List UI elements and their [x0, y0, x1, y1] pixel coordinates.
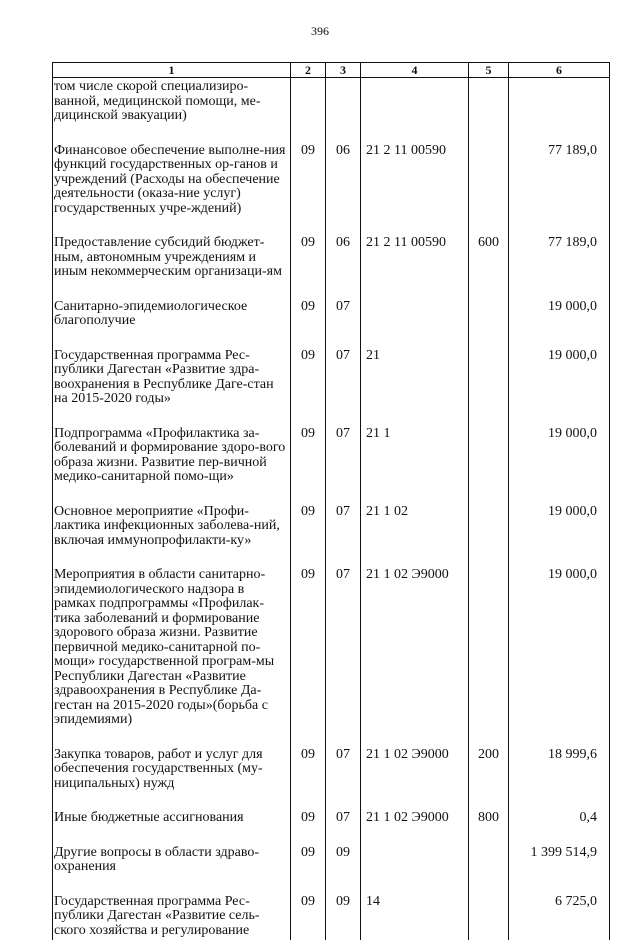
row-name: Предоставление субсидий бюджет-ным, автономным учреждениям и иным некоммерческим организаци-ям	[53, 236, 291, 300]
row-amount: 77 189,0	[509, 236, 610, 300]
row-name: Финансовое обеспечение выполне-ния функций государственных ор-ганов и учреждений (Расходы на обеспечение деятельности (оказа-ние услуг) государственных учре-ждений)	[53, 144, 291, 237]
row-name: Государственная программа Рес-публики Дагестан «Развитие здра-воохранения в Республике Даге-стан на 2015-2020 годы»	[53, 349, 291, 427]
row-expense-type	[469, 505, 509, 569]
row-name: Государственная программа Рес-публики Дагестан «Развитие сель-ского хозяйства и регулирование	[53, 895, 291, 940]
row-subsection: 07	[326, 811, 361, 846]
row-section: 09	[291, 144, 326, 237]
row-amount: 19 000,0	[509, 505, 610, 569]
row-target-article	[361, 300, 469, 349]
row-subsection: 09	[326, 895, 361, 940]
row-amount: 77 189,0	[509, 144, 610, 237]
row-amount: 19 000,0	[509, 349, 610, 427]
row-section: 09	[291, 895, 326, 940]
row-section: 09	[291, 568, 326, 748]
row-section: 09	[291, 349, 326, 427]
row-target-article: 21 1	[361, 427, 469, 505]
row-name: Санитарно-эпидемиологическое благополучие	[53, 300, 291, 349]
row-target-article	[361, 78, 469, 144]
table-header	[53, 63, 610, 78]
row-expense-type	[469, 300, 509, 349]
row-section: 09	[291, 300, 326, 349]
row-subsection	[326, 78, 361, 144]
table-row	[53, 78, 610, 144]
row-expense-type: 800	[469, 811, 509, 846]
row-name: Подпрограмма «Профилактика за-болеваний и формирование здоро-вого образа жизни. Развитие пер-вичной медико-санитарной помо-щи»	[53, 427, 291, 505]
row-subsection: 07	[326, 349, 361, 427]
row-amount: 19 000,0	[509, 300, 610, 349]
row-target-article: 14	[361, 895, 469, 940]
table-row	[53, 895, 610, 940]
row-section	[291, 78, 326, 144]
table-row	[53, 427, 610, 505]
row-amount: 18 999,6	[509, 748, 610, 812]
table-row	[53, 568, 610, 748]
table-row	[53, 236, 610, 300]
header-col-4: 4	[361, 63, 469, 78]
header-col-5: 5	[469, 63, 509, 78]
row-subsection: 06	[326, 144, 361, 237]
row-section: 09	[291, 811, 326, 846]
row-target-article	[361, 846, 469, 895]
row-name: Другие вопросы в области здраво-охранения	[53, 846, 291, 895]
table-row	[53, 144, 610, 237]
row-subsection: 07	[326, 505, 361, 569]
header-col-6: 6	[509, 63, 610, 78]
row-expense-type	[469, 895, 509, 940]
row-name: Мероприятия в области санитарно-эпидемиологического надзора в рамках подпрограммы «Профилак-тика заболеваний и формирование здорового образа жизни. Развитие первичной медико-санитарной по-мощи» государственной програм-мы Республики Дагестан «Развитие здравоохранения в Республике Да-гестан на 2015-2020 годы»(борьба с эпидемиями)	[53, 568, 291, 748]
table-row	[53, 300, 610, 349]
row-section: 09	[291, 236, 326, 300]
row-amount: 6 725,0	[509, 895, 610, 940]
row-target-article: 21 1 02	[361, 505, 469, 569]
row-target-article: 21 2 11 00590	[361, 236, 469, 300]
row-subsection: 07	[326, 748, 361, 812]
row-amount: 19 000,0	[509, 568, 610, 748]
table-row	[53, 505, 610, 569]
row-subsection: 06	[326, 236, 361, 300]
row-amount	[509, 78, 610, 144]
row-target-article: 21 1 02 Э9000	[361, 568, 469, 748]
row-name: Иные бюджетные ассигнования	[53, 811, 291, 846]
row-name: том числе скорой специализиро-ванной, медицинской помощи, ме-дицинской эвакуации)	[53, 78, 291, 144]
page-number: 396	[0, 24, 640, 39]
row-expense-type	[469, 568, 509, 748]
row-subsection: 07	[326, 568, 361, 748]
budget-table	[52, 62, 610, 940]
row-expense-type	[469, 144, 509, 237]
row-subsection: 07	[326, 300, 361, 349]
row-subsection: 09	[326, 846, 361, 895]
row-expense-type: 600	[469, 236, 509, 300]
row-amount: 19 000,0	[509, 427, 610, 505]
row-expense-type	[469, 427, 509, 505]
row-amount: 1 399 514,9	[509, 846, 610, 895]
header-col-3: 3	[326, 63, 361, 78]
table-row	[53, 846, 610, 895]
row-target-article: 21 1 02 Э9000	[361, 811, 469, 846]
row-section: 09	[291, 748, 326, 812]
header-col-2: 2	[291, 63, 326, 78]
row-amount: 0,4	[509, 811, 610, 846]
row-expense-type	[469, 349, 509, 427]
header-col-1: 1	[53, 63, 291, 78]
row-name: Закупка товаров, работ и услуг для обеспечения государственных (му-ниципальных) нужд	[53, 748, 291, 812]
row-target-article: 21 2 11 00590	[361, 144, 469, 237]
table-row	[53, 748, 610, 812]
row-target-article: 21	[361, 349, 469, 427]
table-row	[53, 349, 610, 427]
table-row	[53, 811, 610, 846]
row-name: Основное мероприятие «Профи-лактика инфекционных заболева-ний, включая иммунопрофилакти-ку»	[53, 505, 291, 569]
row-expense-type	[469, 78, 509, 144]
row-section: 09	[291, 505, 326, 569]
row-section: 09	[291, 427, 326, 505]
table-body	[53, 78, 610, 940]
row-expense-type	[469, 846, 509, 895]
row-subsection: 07	[326, 427, 361, 505]
row-target-article: 21 1 02 Э9000	[361, 748, 469, 812]
row-expense-type: 200	[469, 748, 509, 812]
row-section: 09	[291, 846, 326, 895]
